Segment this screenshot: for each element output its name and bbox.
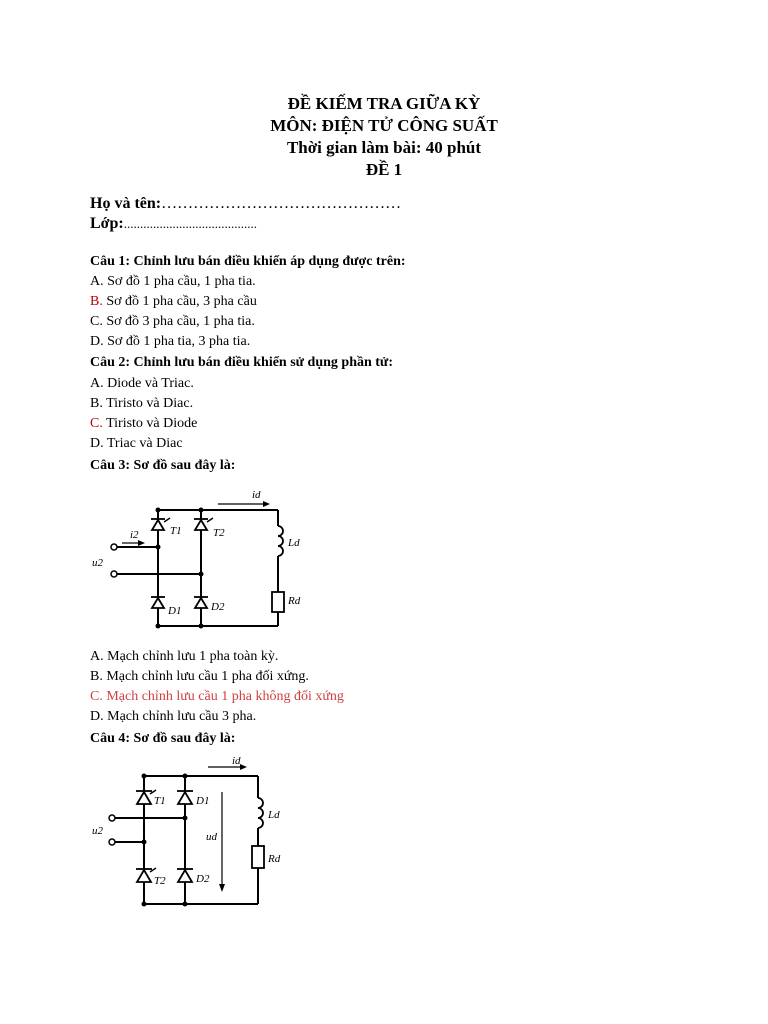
diode-d1-icon	[177, 791, 193, 804]
option-text: Sơ đồ 1 pha cầu, 1 pha tia.	[107, 274, 256, 289]
label-ud: ud	[206, 831, 217, 843]
question-3-option-d	[90, 707, 256, 727]
option-text: Tiristo và Diac.	[106, 396, 194, 411]
thyristor-t2-icon	[136, 868, 156, 882]
option-text: Mạch chỉnh lưu 1 pha toàn kỳ.	[107, 649, 279, 664]
question-1-option-d	[90, 332, 250, 352]
option-letter: D.	[90, 334, 104, 349]
question-4-title: Câu 4: Sơ đồ sau đây là:	[90, 731, 236, 746]
terminal-icon	[109, 839, 115, 845]
label-t1: T1	[154, 795, 166, 807]
question-2-option-d	[90, 434, 183, 454]
label-t2: T2	[154, 875, 166, 887]
option-letter: A.	[90, 649, 104, 664]
terminal-icon	[109, 815, 115, 821]
option-text: Mạch chỉnh lưu cầu 3 pha.	[107, 709, 257, 724]
student-name-line	[90, 194, 401, 214]
option-letter: D.	[90, 436, 104, 451]
label-u2: u2	[92, 557, 103, 569]
option-letter: B.	[90, 669, 103, 684]
label-rd: Rd	[288, 595, 301, 607]
option-text: Sơ đồ 1 pha tia, 3 pha tia.	[107, 334, 251, 349]
exam-title: ĐỀ KIẾM TRA GIỮA KỲ	[287, 94, 481, 113]
resistor-rd-icon	[252, 846, 264, 868]
option-letter-answer: C.	[90, 689, 103, 704]
diode-d2-icon	[194, 597, 208, 608]
option-text: Tiristo và Diode	[106, 416, 198, 431]
exam-duration: Thời gian làm bài: 40 phút	[286, 138, 482, 157]
label-d1: D1	[196, 795, 210, 807]
option-text: Sơ đồ 3 pha cầu, 1 pha tia.	[106, 314, 255, 329]
thyristor-t2-icon	[194, 518, 213, 530]
question-3-option-b	[90, 667, 309, 687]
question-1-title: Câu 1: Chỉnh lưu bán điều khiển áp dụng được trên:	[90, 254, 406, 269]
inductor-ld-icon	[251, 798, 265, 828]
student-class-dots: .........................................	[123, 216, 258, 231]
option-letter-answer: B.	[90, 294, 103, 309]
option-letter: D.	[90, 709, 104, 724]
label-t1: T1	[170, 525, 182, 537]
question-2-option-b	[90, 394, 193, 414]
label-id: id	[252, 489, 261, 501]
question-2-title: Câu 2: Chỉnh lưu bán điều khiển sử dụng phần tử:	[90, 355, 393, 370]
option-text: Triac và Diac	[106, 436, 183, 451]
half-controlled-bridge-circuit-1	[88, 486, 308, 632]
option-text-answer: Mạch chỉnh lưu cầu 1 pha không đối xứng	[106, 689, 344, 704]
resistor-rd-icon	[272, 592, 284, 612]
exam-header	[0, 93, 768, 181]
label-d2: D2	[196, 873, 210, 885]
label-ld: Ld	[288, 537, 300, 549]
student-name-label: Họ và tên:	[90, 195, 162, 212]
terminal-icon	[111, 544, 117, 550]
question-2-option-c	[90, 414, 197, 434]
question-3-option-c	[90, 687, 344, 707]
option-text: Mạch chỉnh lưu cầu 1 pha đối xứng.	[106, 669, 309, 684]
option-letter: A.	[90, 274, 104, 289]
exam-code: ĐỀ 1	[365, 160, 403, 179]
option-letter: A.	[90, 376, 104, 391]
terminal-icon	[111, 571, 117, 577]
option-text: Sơ đồ 1 pha cầu, 3 pha cầu	[106, 294, 257, 309]
option-letter: B.	[90, 396, 103, 411]
student-name-dots: ………………………………………	[161, 195, 402, 212]
question-2-option-a	[90, 374, 194, 394]
label-d1: D1	[168, 605, 182, 617]
inductor-ld-icon	[271, 526, 285, 556]
option-letter: C.	[90, 314, 103, 329]
exam-subject: MÔN: ĐIỆN TỬ CÔNG SUẤT	[270, 116, 498, 135]
question-1-option-a	[90, 272, 256, 292]
label-d2: D2	[211, 601, 225, 613]
thyristor-t1-icon	[136, 790, 156, 804]
label-i2: i2	[130, 529, 139, 541]
half-controlled-bridge-circuit-2	[88, 752, 288, 916]
question-3-title: Câu 3: Sơ đồ sau đây là:	[90, 458, 236, 473]
option-letter-answer: C.	[90, 416, 103, 431]
student-class-line	[90, 214, 257, 234]
label-rd: Rd	[268, 853, 281, 865]
label-id: id	[232, 755, 241, 767]
question-1-option-c	[90, 312, 255, 332]
option-text: Diode và Triac.	[107, 376, 194, 391]
student-class-label: Lớp:	[90, 215, 124, 232]
question-3-option-a	[90, 647, 278, 667]
label-u2: u2	[92, 825, 103, 837]
label-t2: T2	[213, 527, 225, 539]
question-1-option-b	[90, 292, 257, 312]
label-ld: Ld	[268, 809, 280, 821]
thyristor-t1-icon	[151, 518, 170, 530]
diode-d2-icon	[177, 869, 193, 882]
diode-d1-icon	[151, 597, 165, 608]
